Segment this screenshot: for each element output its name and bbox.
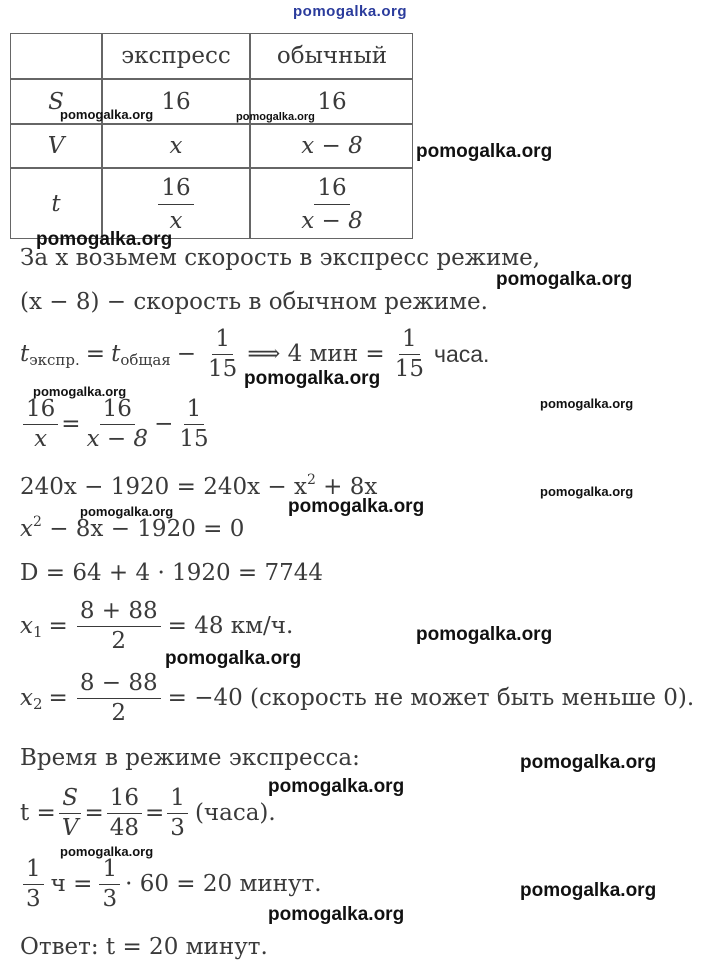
- unit: часа.: [433, 341, 490, 367]
- cell-t-normal: [251, 169, 413, 239]
- watermark: pomogalka.org: [416, 624, 553, 645]
- watermark: pomogalka.org: [496, 269, 633, 290]
- data-table: [10, 33, 413, 239]
- fraction-numerator: 1: [212, 328, 233, 355]
- watermark: pomogalka.org: [33, 384, 127, 399]
- result-text: · 60 = 20 минут.: [125, 871, 322, 897]
- equals: =: [145, 800, 165, 826]
- watermark: pomogalka.org: [520, 752, 657, 773]
- fraction-numerator: 8 − 88: [77, 672, 161, 699]
- equals: =: [85, 341, 106, 367]
- line-7: D = 64 + 4 · 1920 = 7744: [20, 560, 324, 586]
- equation-text: − 8x − 1920 = 0: [41, 516, 245, 542]
- subscript: 2: [32, 695, 43, 713]
- subscript: экспр.: [29, 351, 80, 369]
- line-4: [20, 398, 215, 451]
- fraction-denominator: V: [61, 815, 79, 841]
- row-label-s: S: [48, 88, 64, 115]
- fraction-denominator: 3: [102, 886, 118, 912]
- watermark: pomogalka.org: [60, 107, 154, 122]
- var-t: t: [20, 341, 30, 367]
- fraction-denominator: x − 8: [86, 426, 149, 452]
- fraction-denominator: 15: [179, 426, 209, 452]
- watermark-top: pomogalka.org: [293, 3, 408, 20]
- superscript: 2: [306, 472, 316, 488]
- result-text: = −40 (скорость не может быть меньше 0).: [167, 685, 695, 711]
- fraction-numerator: 16: [314, 175, 349, 205]
- header-express: экспресс: [121, 43, 231, 69]
- fraction-denominator: x: [169, 207, 183, 234]
- line-9: [20, 672, 694, 725]
- cell-s-normal: 16: [317, 88, 347, 115]
- watermark: pomogalka.org: [165, 648, 302, 669]
- watermark: pomogalka.org: [540, 396, 634, 411]
- fraction-numerator: 1: [167, 787, 188, 814]
- watermark: pomogalka.org: [268, 776, 405, 797]
- fraction-denominator: 2: [111, 628, 127, 654]
- cell-v-normal: x − 8: [301, 133, 363, 159]
- equals: =: [61, 411, 81, 437]
- equation-text: + 8x: [315, 474, 378, 500]
- line-8: [20, 600, 293, 653]
- watermark: pomogalka.org: [80, 504, 174, 519]
- implies-text: ⟹ 4 мин =: [247, 341, 385, 367]
- fraction-numerator: 1: [184, 398, 205, 425]
- fraction-denominator: 3: [26, 886, 41, 912]
- fraction-numerator: 8 + 88: [77, 600, 161, 627]
- watermark: pomogalka.org: [288, 496, 425, 517]
- line-11: [20, 787, 276, 840]
- fraction-numerator: 16: [23, 398, 58, 425]
- fraction-numerator: 1: [399, 328, 420, 355]
- var-t: t: [111, 341, 121, 367]
- fraction-denominator: 15: [394, 356, 424, 382]
- fraction-denominator: 48: [109, 815, 140, 841]
- fraction-denominator: x: [34, 426, 48, 452]
- watermark: pomogalka.org: [540, 484, 634, 499]
- fraction-denominator: x − 8: [301, 207, 363, 234]
- watermark: pomogalka.org: [268, 904, 405, 925]
- equation-text: t =: [20, 800, 56, 826]
- var-x: x: [20, 685, 33, 711]
- line-10: Время в режиме экспресса:: [20, 745, 360, 771]
- watermark: pomogalka.org: [60, 844, 154, 859]
- result-text: = 48 км/ч.: [167, 613, 294, 639]
- watermark: pomogalka.org: [236, 111, 315, 123]
- equals: =: [84, 800, 104, 826]
- fraction-numerator: 16: [100, 398, 135, 425]
- fraction-denominator: 2: [111, 700, 127, 726]
- minus: −: [154, 411, 174, 437]
- watermark: pomogalka.org: [520, 880, 657, 901]
- equals: =: [48, 685, 68, 711]
- fraction-numerator: S: [59, 787, 81, 814]
- fraction-numerator: 16: [158, 175, 193, 205]
- equation-text: ч =: [50, 871, 93, 897]
- fraction-numerator: 1: [99, 858, 120, 885]
- answer-line: Ответ: t = 20 минут.: [20, 934, 268, 960]
- watermark: pomogalka.org: [36, 229, 173, 250]
- fraction-numerator: 16: [107, 787, 142, 814]
- fraction-denominator: 3: [170, 815, 185, 841]
- watermark: pomogalka.org: [244, 368, 381, 389]
- superscript: 2: [32, 514, 42, 530]
- minus: −: [176, 341, 197, 367]
- row-label-t: t: [51, 191, 61, 217]
- subscript: 1: [32, 623, 43, 641]
- equals: =: [48, 613, 68, 639]
- result-text: (часа).: [194, 800, 276, 826]
- var-x: x: [20, 516, 33, 542]
- line-1: За x возьмем скорость в экспресс режиме,: [20, 245, 541, 271]
- cell-s-express: 16: [161, 88, 191, 115]
- equation-text: 240x − 1920 = 240x − x: [20, 474, 307, 500]
- header-normal: обычный: [276, 43, 388, 69]
- var-x: x: [20, 613, 33, 639]
- subscript: общая: [120, 351, 171, 369]
- fraction-numerator: 1: [23, 858, 44, 885]
- fraction-denominator: 15: [208, 356, 238, 382]
- line-6: [20, 514, 245, 542]
- watermark: pomogalka.org: [416, 141, 553, 162]
- cell-v-express: x: [169, 133, 183, 159]
- line-2: (x − 8) − скорость в обычном режиме.: [20, 289, 488, 315]
- row-label-v: V: [47, 133, 65, 159]
